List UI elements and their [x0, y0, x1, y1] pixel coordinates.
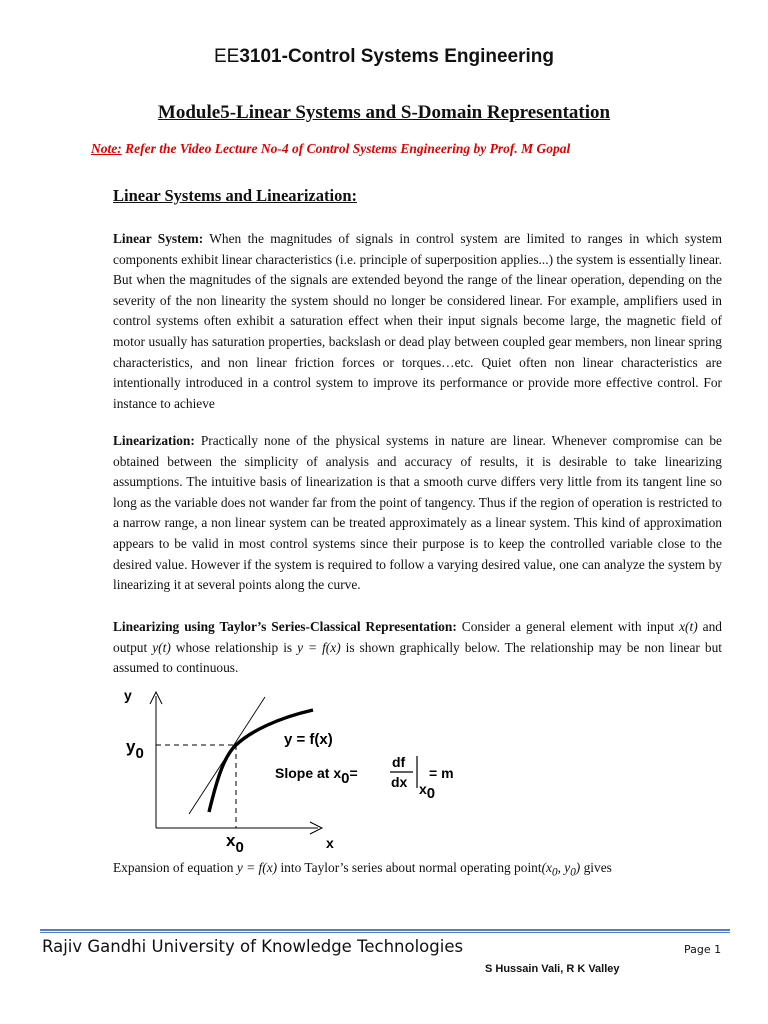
term-linear-system: Linear System:	[113, 231, 204, 246]
math-input: x(t)	[679, 619, 698, 634]
note	[91, 141, 711, 157]
expansion-math-1: y = f(x)	[236, 860, 278, 875]
taylor-text-1: Consider a general element with input	[456, 619, 680, 634]
slope-label: Slope at x0=	[275, 765, 358, 787]
term-taylor: Linearizing using Taylor’s Series-Classical Representation:	[113, 619, 457, 634]
curve-label: y = f(x)	[284, 731, 333, 748]
taylor-text-2: and output	[113, 619, 723, 655]
section-heading: Linear Systems and Linearization:	[113, 186, 357, 205]
course-prefix: EE	[213, 46, 240, 67]
math-relationship: y = f(x)	[297, 639, 341, 655]
math-output: y(t)	[152, 639, 171, 655]
course-title	[0, 46, 768, 68]
course-name: 3101-Control Systems Engineering	[239, 46, 554, 67]
footer-divider	[40, 929, 730, 931]
expansion-text-2: into Taylor’s series about normal operating point	[277, 860, 542, 875]
taylor-text-4: is shown graphically below. The relationship may be non linear but assumed to continuous.	[113, 639, 722, 676]
taylor-text-3: whose relationship is	[170, 639, 298, 655]
function-curve	[209, 710, 313, 812]
note-label: Note:	[91, 141, 122, 156]
x-axis-label: x	[326, 835, 334, 851]
footer-divider-thin	[40, 932, 730, 933]
paragraph-taylor	[113, 617, 722, 679]
expansion-text-1: Expansion of equation	[113, 860, 237, 875]
note-text: Refer the Video Lecture No-4 of Control Systems Engineering by Prof. M Gopal	[121, 141, 571, 156]
footer-university: Rajiv Gandhi University of Knowledge Technologies	[42, 937, 464, 956]
module-title: Module5-Linear Systems and S-Domain Representation	[157, 102, 611, 123]
fraction-numerator: df	[392, 754, 406, 770]
linearization-figure	[100, 684, 480, 856]
paragraph-linearization	[113, 431, 722, 596]
fraction-denominator: dx	[391, 774, 408, 790]
y0-label: y0	[126, 737, 144, 762]
expansion-text-3: gives	[580, 860, 612, 875]
operating-point: ($x_0$, $y_0$)	[541, 860, 581, 879]
text-linear-system: When the magnitudes of signals in control system are limited to ranges in which system components exhibit linear characteristics (i.e. principle of superposition applies...) the system is essentially linear. But when the magnitudes of the signals are extended beyond the range of the linear operation, depending on the severity of the non linearity the system should no longer be considered linear. For example, amplifiers used in control systems often exhibit a saturation effect when their input signals become large, the magnetic field of motor usually has saturation properties, backslash or dead play between coupled gear members, non linear spring characteristics, and non linear friction forces or torques…etc. Quiet often non linear characteristics are intentionally introduced in a control system to improve its performance or provide more effective control. For instance to achieve	[113, 231, 722, 411]
y-axis-label: y	[124, 687, 132, 703]
x0-label: x0	[226, 831, 244, 856]
expansion-sentence	[113, 860, 733, 879]
text-linearization: Practically none of the physical systems in nature are linear. Whenever compromise can be obtained between the simplicity of analysis and accuracy of results, it is desirable to take linearizing assumptions. The intuitive basis of linearization is that a smooth curve differs very little from its tangent line so long as the variable does not wander far from the point of tangency. Thus if the region of operation is restricted to a narrow range, a non linear system can be treated approximately as a linear system. This kind of approximation appears to be valid in most control systems since their purpose is to keep the controlled variable close to the desired value. However if the system is required to follow a varying desired value, one can analyze the system by linearizing it at several points along the curve.	[113, 433, 722, 593]
footer-authors: S Hussain Vali, R K Valley	[485, 963, 620, 975]
page-number: Page 1	[684, 943, 722, 956]
term-linearization: Linearization:	[113, 433, 195, 448]
slope-result: = m	[429, 765, 454, 781]
paragraph-linear-system	[113, 229, 722, 414]
evaluation-point: x0	[419, 781, 436, 802]
